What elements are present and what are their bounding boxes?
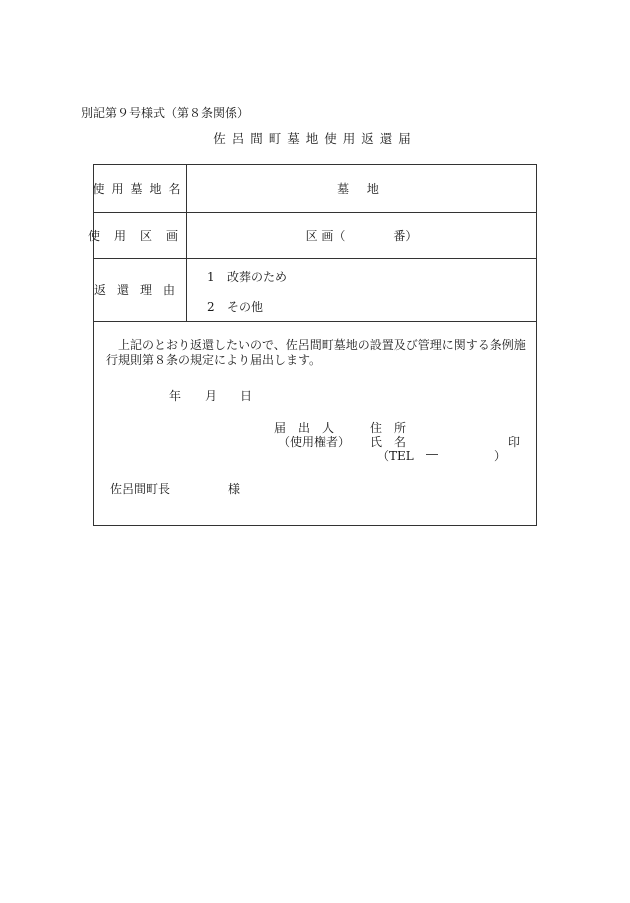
plot-label: 使用区画 (94, 212, 187, 258)
reason-option-other (207, 298, 263, 315)
applicant-label: 届 出 人 (274, 421, 335, 435)
tel-dash: ― (426, 447, 438, 461)
date-day: 日 (240, 389, 253, 403)
plot-row (88, 212, 536, 259)
date-year: 年 (169, 389, 182, 403)
return-reason-row (94, 258, 536, 322)
addressee-honorific: 様 (228, 482, 241, 496)
date-month: 月 (205, 389, 218, 403)
address-label: 住 所 (370, 421, 407, 435)
seal-mark: 印 (508, 435, 521, 449)
cemetery-name-label: 使用墓地名 (94, 165, 187, 212)
option-text: その他 (227, 300, 264, 314)
tel-open: （TEL (377, 449, 414, 463)
option-number: 2 (207, 300, 215, 314)
reason-option-reburial (207, 268, 287, 285)
name-label: 氏 名 (370, 435, 407, 449)
declaration-text: 上記のとおり返還したいので、佐呂間町墓地の設置及び管理に関する条例施行規則第８条の規定により届出します。 (106, 338, 526, 367)
addressee-mayor: 佐呂間町長 (110, 482, 171, 496)
option-text: 改葬のため (227, 270, 288, 284)
cemetery-name-row (94, 165, 536, 213)
return-reason-label: 返還理由 (94, 258, 187, 321)
option-number: 1 (207, 270, 215, 284)
tel-close: ） (494, 449, 507, 463)
user-rights-holder-label: （使用権者） (278, 435, 351, 449)
declaration-statement (106, 338, 532, 368)
plot-value: 区 画（ 番） (305, 228, 418, 243)
form-reference: 別記第９号様式（第８条関係） (81, 106, 250, 120)
cemetery-name-value: 墓 地 (337, 182, 386, 196)
form-title: 佐呂間町墓地使用返還届 (213, 131, 417, 146)
